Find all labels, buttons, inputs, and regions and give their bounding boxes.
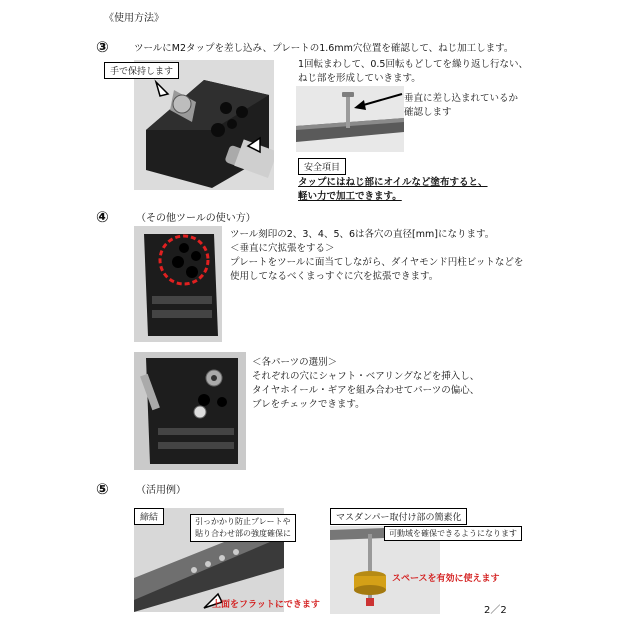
tap-tool-photo — [134, 60, 274, 190]
step-5-number: ⑤ — [96, 480, 109, 498]
step-5-heading: （活用例） — [136, 485, 186, 496]
step-4-heading: （その他ツールの使い方） — [136, 213, 256, 224]
fastening-title: 締結 — [134, 508, 164, 525]
safety-line1: タップにはねじ部にオイルなど塗布すると、 — [298, 177, 488, 188]
callout-line2: 確認します — [404, 107, 452, 118]
tool-parts-photo — [134, 352, 246, 470]
step-4-p2-line3: タイヤホイール・ギアを組み合わせてパーツの偏心、 — [252, 385, 480, 396]
damper-title: マスダンパー取付け部の簡素化 — [330, 508, 467, 525]
callout-line1: 垂直に差し込まれているか — [404, 93, 519, 104]
fastening-caption: 上面をフラットにできます — [212, 600, 320, 610]
step-4-p2-line1: ＜各パーツの選別＞ — [252, 357, 338, 368]
safety-label: 安全項目 — [298, 158, 346, 175]
fastening-note-line1: 引っかかり防止プレートや — [195, 517, 291, 526]
step-4-p1-line1: ツール刻印の2、3、4、5、6は各穴の直径[mm]になります。 — [230, 229, 495, 240]
safety-line2: 軽い力で加工できます。 — [298, 191, 402, 202]
section-title: 《使用方法》 — [104, 13, 164, 24]
fastening-note-line2: 貼り合わせ部の強度確保に — [195, 529, 291, 538]
step-4-p2-line4: ブレをチェックできます。 — [252, 399, 365, 410]
hand-hold-label: 手で保持します — [104, 62, 179, 79]
step-3-number: ③ — [96, 38, 109, 56]
damper-caption: スペースを有効に使えます — [392, 574, 500, 584]
fastening-note — [190, 514, 296, 542]
tool-holes-photo — [134, 226, 222, 342]
step-4-number: ④ — [96, 208, 109, 226]
callout-arrow-icon — [352, 90, 404, 112]
step-4-p1-line4: 使用してなるべくまっすぐに穴を拡張できます。 — [230, 271, 439, 282]
step-4-p1-line2: ＜垂直に穴拡張をする＞ — [230, 243, 335, 254]
step-4-p1-line3: プレートをツールに面当てしながら、ダイヤモンド円柱ビットなどを — [230, 257, 524, 268]
step-3-desc-line1: 1回転まわして、0.5回転もどしてを繰り返し行ない、 — [298, 59, 528, 70]
step-3-headline: ツールにM2タップを差し込み、プレートの1.6mm穴位置を確認して、ねじ加工します。 — [134, 43, 514, 54]
damper-note: 可動域を確保できるようになります — [384, 526, 522, 541]
step-3-desc-line2: ねじ部を形成していきます。 — [298, 73, 421, 84]
step-4-p2-line2: それぞれの穴にシャフト・ベアリングなどを挿入し、 — [252, 371, 480, 382]
page-number: 2／2 — [484, 605, 507, 616]
